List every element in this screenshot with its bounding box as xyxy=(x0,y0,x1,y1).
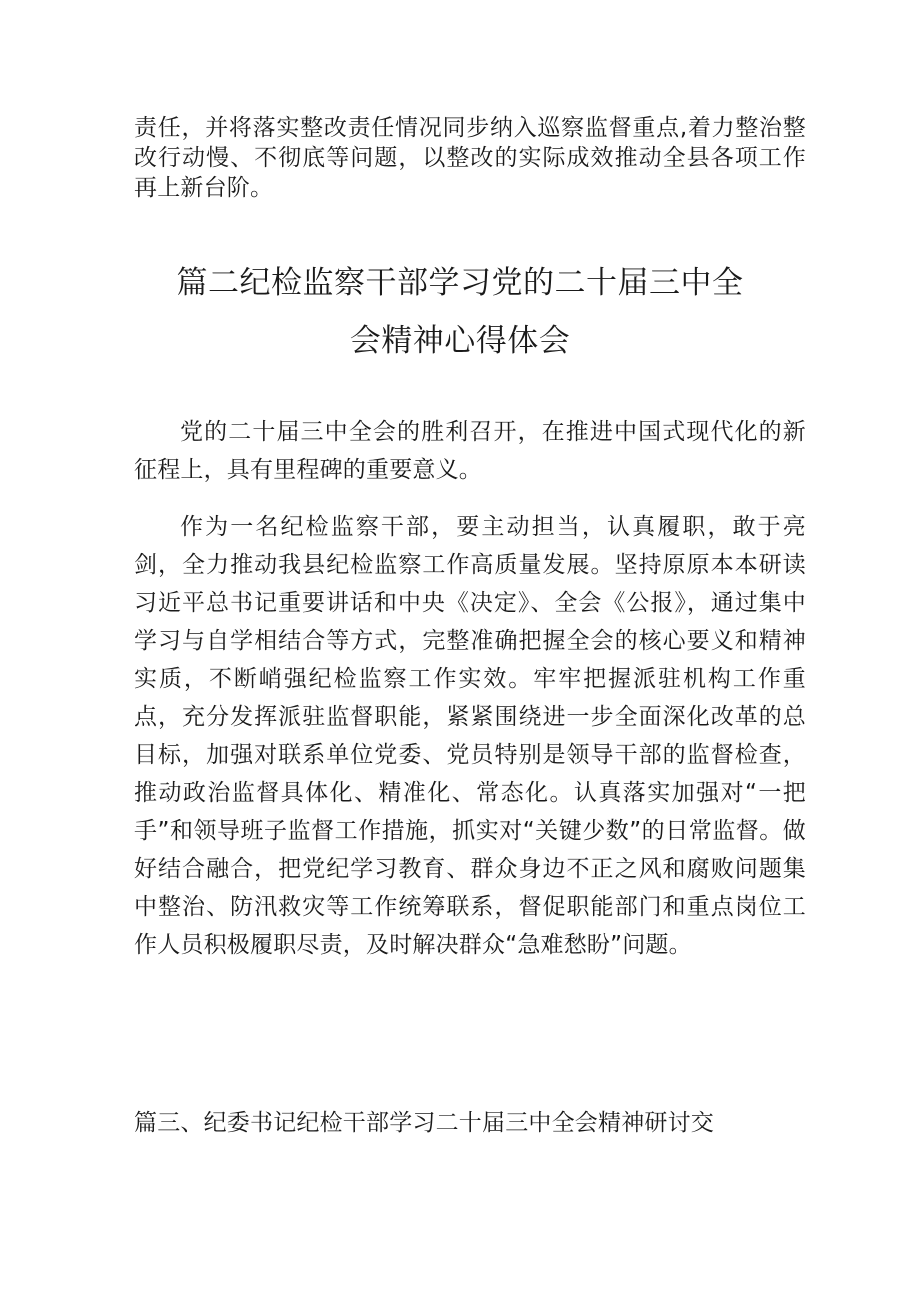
body-paragraph-2: 作为一名纪检监察干部，要主动担当，认真履职，敢于亮剑，全力推动我县纪检监察工作高质量发展。坚持原原本本研读习近平总书记重要讲话和中央《决定》、全会《公报》，通过集中学习与自学相结合等方式，完整准确把握全会的核心要义和精神实质，不断峭强纪检监察工作实效。牢牢把握派驻机构工作重点，充分发挥派驻监督职能，紧紧围绕进一步全面深化改革的总目标，加强对联系单位党委、党员特别是领导干部的监督检查，推动政治监督具体化、精准化、常态化。认真落实加强对“一把手”和领导班子监督工作措施，抓实对“关键少数”的日常监督。做好结合融合，把党纪学习教育、群众身边不正之风和腐败问题集中整治、防汛救灾等工作统筹联系，督促职能部门和重点岗位工作人员积极履职尽责，及时解决群众“急难愁盼”问题。 xyxy=(134,514,806,958)
heading-line-2: 会精神心得体会 xyxy=(349,323,571,359)
body-paragraph-1: 党的二十届三中全会的胜利召开，在推进中国式现代化的新征程上，具有里程碑的重要意义。 xyxy=(134,419,806,483)
next-section-title: 篇三、纪委书记纪检干部学习二十届三中全会精神研讨交 xyxy=(134,1110,714,1136)
section-heading xyxy=(134,254,786,370)
intro-paragraph: 责任，并将落实整改责任情况同步纳入巡察监督重点,着力整治整改行动慢、不彻底等问题，以整改的实际成效推动全县各项工作再上新台阶。 xyxy=(134,115,806,201)
heading-line-1: 篇二纪检监察干部学习党的二十届三中全 xyxy=(176,265,744,301)
